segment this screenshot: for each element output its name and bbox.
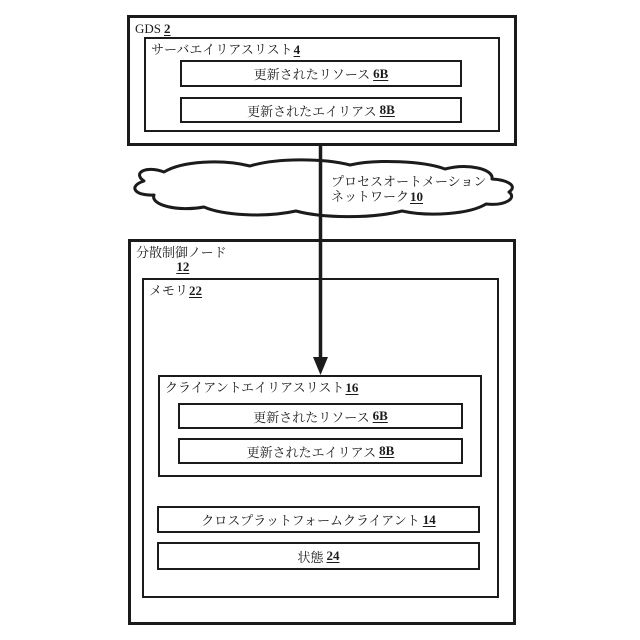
gds-ref: 2	[164, 21, 171, 36]
state-label-text: 状態	[297, 549, 324, 565]
network-label-line2	[331, 189, 486, 204]
memory-label	[149, 283, 202, 298]
server-updated-resources-ref: 6B	[373, 65, 389, 81]
client-alias-list-text: クライアントエイリアスリスト	[165, 380, 345, 395]
gds-box	[127, 15, 517, 146]
server-alias-list-box	[144, 37, 500, 132]
cross-platform-client-ref: 14	[422, 511, 436, 527]
client-updated-resources-box	[178, 403, 463, 429]
gds-label	[135, 21, 171, 36]
client-alias-list-label	[165, 380, 358, 395]
dcn-ref-line	[136, 260, 227, 274]
client-alias-list-ref: 16	[345, 380, 359, 395]
client-updated-aliases-text: 更新されたエイリアス	[246, 444, 377, 460]
network-label-line1: プロセスオートメーション	[331, 174, 487, 189]
arrowhead-icon	[313, 357, 328, 375]
cross-platform-client-box	[157, 506, 480, 533]
state-ref: 24	[326, 548, 340, 563]
dcn-label	[136, 245, 227, 274]
client-updated-resources-ref: 6B	[372, 408, 388, 423]
network-ref: 10	[410, 189, 424, 204]
network-label-text: ネットワーク	[331, 189, 410, 204]
state-box	[157, 542, 480, 570]
server-updated-aliases-ref: 8B	[379, 102, 395, 117]
server-alias-list-ref: 4	[293, 42, 301, 57]
memory-ref: 22	[189, 283, 203, 298]
gds-label-text: GDS	[135, 21, 162, 36]
server-updated-resources-box	[180, 60, 462, 87]
cross-platform-client-text: クロスプラットフォームクライアント	[201, 513, 420, 528]
network-cloud-label	[331, 174, 486, 204]
client-updated-aliases-box	[178, 438, 463, 464]
client-updated-aliases-ref: 8B	[379, 443, 395, 458]
dcn-ref: 12	[176, 259, 190, 274]
server-updated-resources-text: 更新されたリソース	[253, 67, 371, 82]
server-alias-list-label	[151, 42, 300, 57]
memory-label-text: メモリ	[149, 283, 189, 298]
server-updated-aliases-text: 更新されたエイリアス	[247, 103, 377, 119]
client-alias-list-box	[158, 375, 482, 477]
arrow-down-connector	[310, 145, 332, 377]
server-updated-aliases-box	[180, 97, 462, 123]
client-updated-resources-text: 更新されたリソース	[253, 409, 370, 425]
dcn-label-text: 分散制御ノード	[136, 245, 227, 260]
server-alias-list-text: サーバエイリアスリスト	[151, 42, 293, 57]
